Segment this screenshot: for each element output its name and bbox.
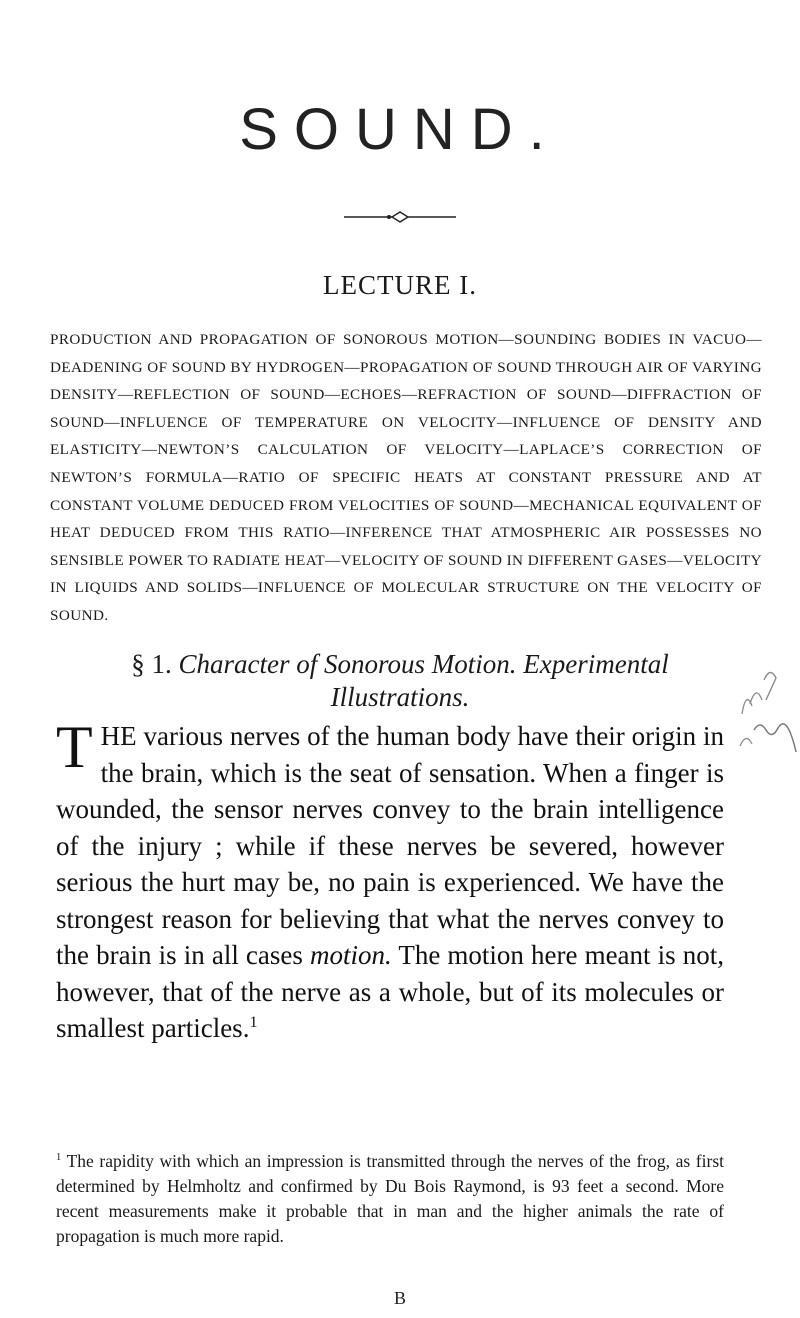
footnote — [56, 1149, 724, 1249]
footnote-text: The rapidity with which an impression is transmitted through the nerves of the frog, as first determined by Helmholtz and confirmed by Du Bois Raymond, is 93 feet a second. More recent measurements make it probable that in man and the higher animals the rate of propagation is much more rapid. — [56, 1151, 724, 1246]
signature-mark: B — [393, 1288, 406, 1308]
section-heading — [70, 648, 730, 714]
body-paragraph — [56, 714, 724, 1047]
body-text-part1: HE various nerves of the human body have their origin in the brain, which is the seat of sensation. When a finger is wounded, the sensor nerves convey to the brain intelligence of the injury ; while if these nerves be severed, however serious the hurt may be, no pain is experienced. We have the strongest reason for believing that what the nerves convey to the brain is in all cases — [56, 721, 724, 970]
section-number: § 1. — [131, 649, 172, 679]
chapter-synopsis: PRODUCTION AND PROPAGATION OF SONOROUS MOTION—SOUNDING BODIES IN VACUO—DEADENING OF SOUND BY HYDROGEN—PROPAGATION OF SOUND THROUGH AIR OF VARYING DENSITY—REFLECTION OF SOUND—ECHOES—REFRACTION OF SOUND—DIFFRACTION OF SOUND—INFLUENCE OF TEMPERATURE ON VELOCITY—INFLUENCE OF DENSITY AND ELASTICITY—NEWTON’S CALCULATION OF VELOCITY—LAPLACE’S CORRECTION OF NEWTON’S FORMULA—RATIO OF SPECIFIC HEATS AT CONSTANT PRESSURE AND AT CONSTANT VOLUME DEDUCED FROM VELOCITIES OF SOUND—MECHANICAL EQUIVALENT OF HEAT DEDUCED FROM THIS RATIO—INFERENCE THAT ATMOSPHERIC AIR POSSESSES NO SENSIBLE POWER TO RADIATE HEAT—VELOCITY OF SOUND IN DIFFERENT GASES—VELOCITY IN LIQUIDS AND SOLIDS—INFLUENCE OF MOLECULAR STRUCTURE ON THE VELOCITY OF SOUND. — [50, 331, 762, 624]
body-emphasis: motion. — [309, 940, 392, 970]
lecture-heading: LECTURE I. — [323, 270, 477, 300]
drop-cap: T — [56, 714, 93, 780]
ornament-divider — [340, 210, 460, 224]
footnote-reference: 1 — [249, 1013, 258, 1031]
body-text-part2: The motion here meant is not, however, that of the nerve as a whole, but of its molecules or smallest particles. — [56, 940, 724, 1043]
page-title: SOUND. — [239, 97, 561, 162]
handwritten-annotation-icon — [736, 660, 800, 780]
section-title: Character of Sonorous Motion. Experimental Illustrations. — [178, 649, 669, 712]
footnote-marker: 1 — [56, 1152, 62, 1164]
